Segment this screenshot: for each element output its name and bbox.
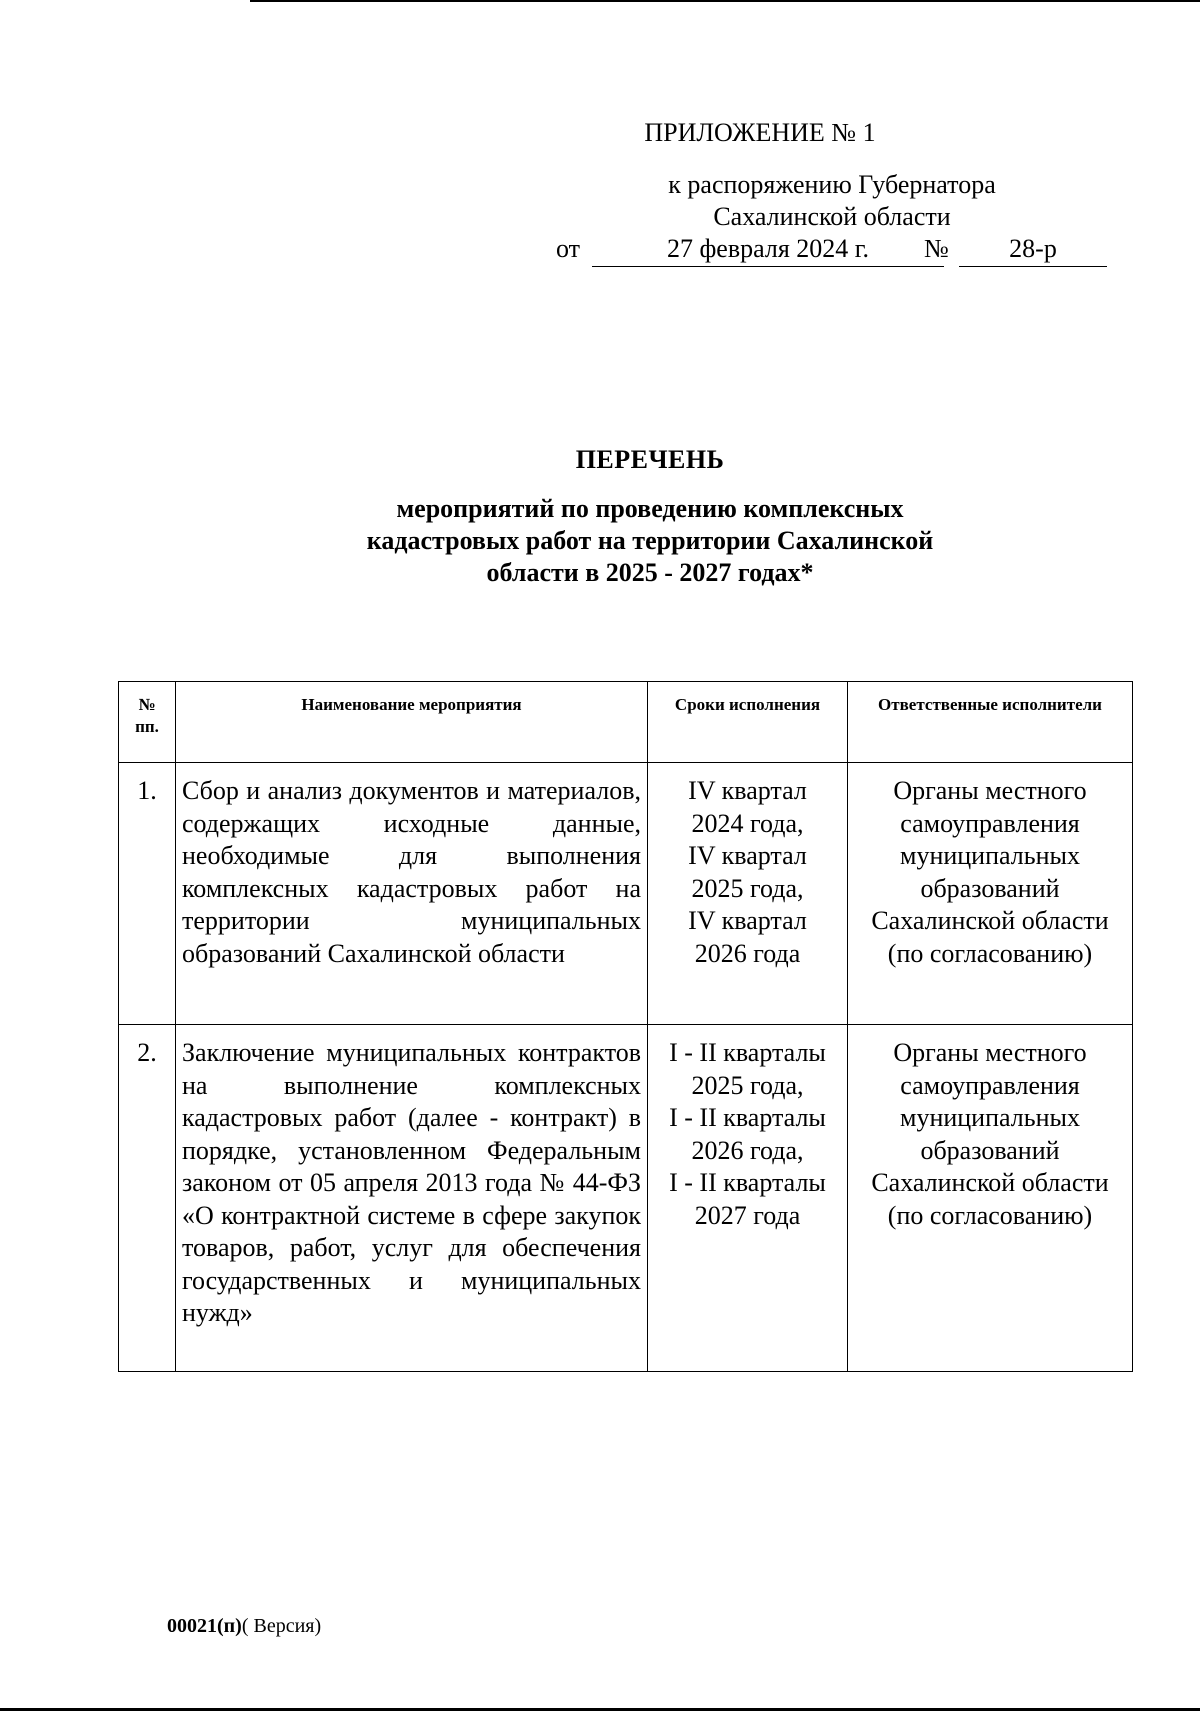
responsible-line: образований [920, 873, 1060, 903]
event-responsible [848, 1025, 1133, 1372]
header-num [119, 682, 176, 763]
responsible-line: Органы местного [893, 776, 1087, 805]
responsible-line: образований [920, 1135, 1060, 1165]
appendix-title: ПРИЛОЖЕНИЕ № 1 [644, 118, 876, 147]
terms-line: IV квартал [688, 776, 807, 805]
document-title: ПЕРЕЧЕНЬ [575, 445, 725, 474]
table-row [119, 1025, 1133, 1372]
responsible-line: Сахалинской области [871, 906, 1109, 935]
terms-line: I - II кварталы [669, 1168, 826, 1197]
header-responsible: Ответственные исполнители [848, 682, 1133, 763]
terms-line: I - II кварталы [669, 1038, 826, 1067]
subtitle-line-2: кадастровых работ на территории Сахалинской [366, 526, 934, 555]
responsible-line: Сахалинской области [871, 1168, 1109, 1197]
subtitle-line-3: области в 2025 - 2027 годах* [486, 558, 814, 587]
responsible-line: Органы местного [893, 1038, 1087, 1067]
terms-line: 2027 года [694, 1200, 801, 1230]
number-prefix: № [924, 234, 949, 263]
terms-line: 2026 года [694, 938, 801, 968]
terms-line: 2026 года, [691, 1135, 804, 1165]
terms-line: IV квартал [688, 841, 807, 870]
responsible-line: самоуправления [900, 1070, 1080, 1100]
terms-line: 2024 года, [691, 808, 804, 838]
terms-line: 2025 года, [691, 1070, 804, 1100]
responsible-line: муниципальных [899, 841, 1080, 870]
header-num-line-1: № [138, 695, 156, 714]
responsible-line: (по согласованию) [887, 1200, 1093, 1230]
row-number: 2. [119, 1025, 176, 1372]
decree-date: 27 февраля 2024 г. [592, 234, 944, 267]
subtitle-line-1: мероприятий по проведению комплексных [396, 494, 904, 523]
terms-line: 2025 года, [691, 873, 804, 903]
row-number: 1. [119, 763, 176, 1025]
responsible-line: муниципальных [899, 1103, 1080, 1132]
header-name: Наименование мероприятия [176, 682, 648, 763]
responsible-line: самоуправления [900, 808, 1080, 838]
terms-line: I - II кварталы [669, 1103, 826, 1132]
header-terms: Сроки исполнения [648, 682, 848, 763]
decree-date-row [556, 234, 1116, 268]
appendix-line-1: к распоряжению Губернатора [668, 170, 996, 199]
responsible-line: (по согласованию) [887, 938, 1093, 968]
footer-code-version: ( Версия) [241, 1615, 322, 1637]
top-edge-rule [250, 0, 1200, 2]
bottom-edge-rule [0, 1708, 1200, 1711]
table-row [119, 763, 1133, 1025]
event-terms [648, 1025, 848, 1372]
footer-document-code [167, 1614, 321, 1638]
event-terms [648, 763, 848, 1025]
table-header-row [119, 682, 1133, 763]
document-subtitle [300, 493, 1000, 589]
decree-number: 28-р [959, 234, 1107, 267]
date-prefix: от [556, 234, 581, 263]
event-name: Сбор и анализ документов и материалов, содержащих исходные данные, необходимые для выполнения комплексных кадастровых работ на территории муниципальных образований Сахалинской области [176, 763, 648, 1025]
header-num-line-2: пп. [135, 717, 159, 736]
appendix-line-2: Сахалинской области [713, 202, 951, 231]
footer-code-bold: 00021(п) [167, 1615, 242, 1637]
event-name: Заключение муниципальных контрактов на выполнение комплексных кадастровых работ (далее - контракт) в порядке, установленном Федеральным законом от 05 апреля 2013 года № 44-ФЗ «О контрактной системе в сфере закупок товаров, работ, услуг для обеспечения государственных и муниципальных нужд» [176, 1025, 648, 1372]
event-responsible [848, 763, 1133, 1025]
events-table [118, 681, 1133, 1372]
terms-line: IV квартал [688, 906, 807, 935]
